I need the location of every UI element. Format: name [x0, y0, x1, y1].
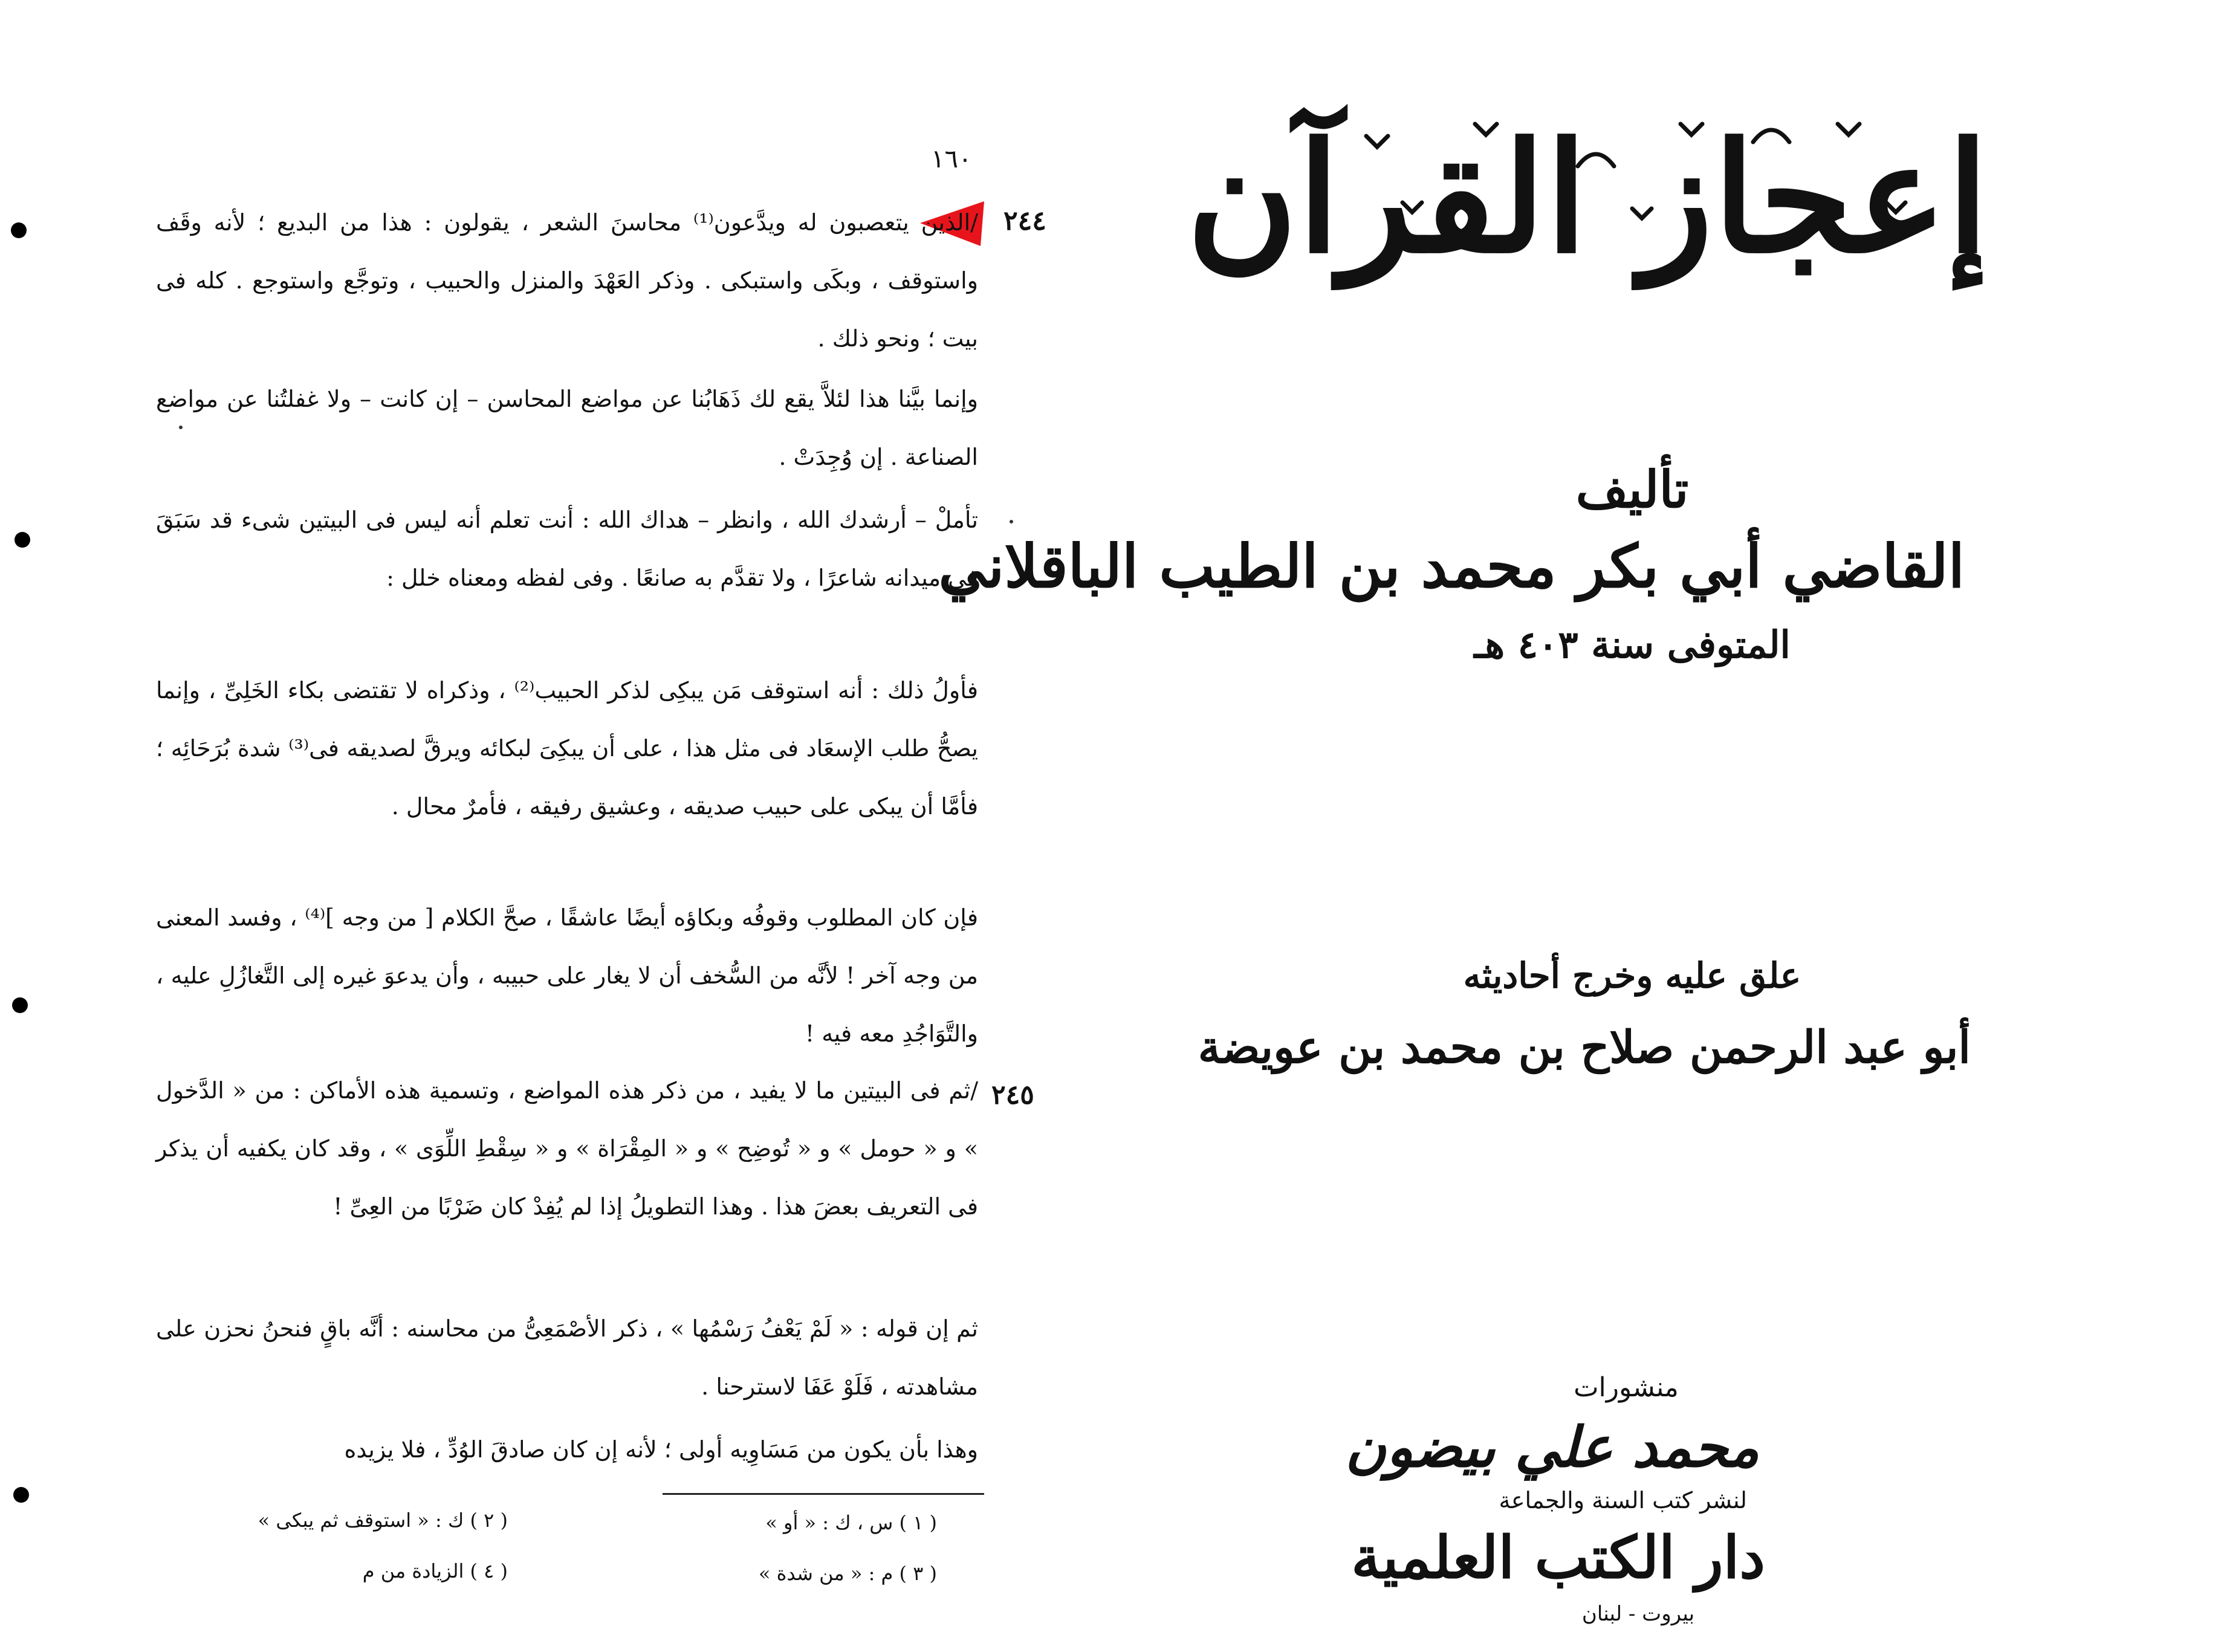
footnote: ( ١ ) س ، ك : « أو » — [765, 1511, 937, 1534]
paragraph: فإن كان المطلوب وقوفُه وبكاؤه أيضًا عاشقًا ، صحَّ الكلام [ من وجه ]⁽⁴⁾ ، وفسد المعنى من وجه آخر ! لأنَّه من السُّخف أن لا يغار على حبيبه ، وأن يدعوَ غيره إلى التَّغازُلِ عليه ، والتَّوَاجُدِ معه فيه ! — [156, 904, 978, 1047]
paragraph: وإنما بيَّنا هذا لئلاَّ يقع لك ذَهَابُنا عن مواضع المحاسن – إن كانت – ولا غفلتُنا عن مواضع الصناعة . إن وُجِدَتْ . — [156, 386, 978, 470]
publisher-label: منشورات — [1574, 1372, 1679, 1403]
annotator-line: علق عليه وخرج أحاديثه — [1463, 955, 1801, 996]
footnote: ( ٤ ) الزيادة من م — [362, 1560, 508, 1582]
paragraph: /الذين يتعصبون له ويدَّعون⁽¹⁾ محاسنَ الشعر ، يقولون : هذا من البديع ؛ لأنه وقَف واستوقف ، وبكَى واستبكى . وذكر العَهْدَ والمنزل والحبيب ، وتوجَّع واستوجع . كله فى بيت ؛ ونحو ذلك . — [156, 209, 978, 352]
speck — [1010, 520, 1013, 523]
page-number: ١٦٠ — [931, 144, 972, 173]
publisher-house: دار الكتب العلمية — [1351, 1523, 1765, 1592]
binding-hole — [12, 997, 28, 1013]
publisher-name: محمد علي بيضون — [1345, 1414, 1759, 1480]
annotator-name: أبو عبد الرحمن صلاح بن محمد بن عويضة — [1198, 1022, 1971, 1074]
paragraph: تأملْ – أرشدك الله ، وانظر – هداك الله : أنت تعلم أنه ليس فى البيتين شىء قد سَبَقَ فى ميدانه شاعرًا ، ولا تقدَّم به صانعًا . وفى لفظه ومعناه خلل : — [156, 507, 978, 591]
binding-hole — [13, 1487, 29, 1503]
authorship-label: تأليف — [1575, 459, 1689, 519]
paragraph: ثم إن قوله : « لَمْ يَعْفُ رَسْمُها » ، ذكر الأصْمَعِىُّ من محاسنه : أنَّه باقٍ فنحنُ نحزن على مشاهدته ، فَلَوْ عَفَا لاسترحنا . — [156, 1315, 978, 1400]
publisher-city: بيروت - لبنان — [1581, 1602, 1695, 1626]
publisher-subtitle: لنشر كتب السنة والجماعة — [1499, 1487, 1747, 1514]
footnote: ( ٢ ) ك : « استوقف ثم يبكى » — [258, 1509, 508, 1532]
binding-hole — [15, 532, 30, 548]
footnote: ( ٣ ) م : « من شدة » — [758, 1562, 937, 1585]
paragraph: /ثم فى البيتين ما لا يفيد ، من ذكر هذه المواضع ، وتسمية هذه الأماكن : من « الدَّخول » و « حومل » و « تُوضِح » و « المِقْرَاة » و « سِقْطِ اللِّوَى » ، وقد كان يكفيه أن يذكر فى التعريف بعضَ هذا . وهذا التطويلُ إذا لم يُفِدْ كان ضَرْبًا من العِىِّ ! — [156, 1077, 978, 1220]
book-title: إعجاز القرآن — [1186, 109, 1989, 287]
paragraph: وهذا بأن يكون من مَسَاوِيه أولى ؛ لأنه إن كان صادقَ الوُدِّ ، فلا يزيده — [344, 1436, 978, 1463]
margin-number-245: ٢٤٥ — [991, 1080, 1034, 1110]
author-death-date: المتوفى سنة ٤٠٣ هـ — [1474, 623, 1791, 667]
footnote-separator — [663, 1493, 984, 1495]
margin-number-244: ٢٤٤ — [1003, 206, 1046, 236]
author-name: القاضي أبي بكر محمد بن الطيب الباقلاني — [938, 532, 1965, 601]
paragraph: فأولُ ذلك : أنه استوقف مَن يبكِى لذكر الحبيب⁽²⁾ ، وذكراه لا تقتضى بكاء الخَلِىِّ ، وإنما يصحُّ طلب الإسعَاد فى مثل هذا ، على أن يبكِىَ لبكائه ويرقَّ لصديقه فى⁽³⁾ شدة بُرَحَائِه ؛ فأمَّا أن يبكى على حبيب صديقه ، وعشيق رفيقه ، فأمرٌ محال . — [156, 677, 979, 820]
binding-hole — [11, 222, 27, 238]
